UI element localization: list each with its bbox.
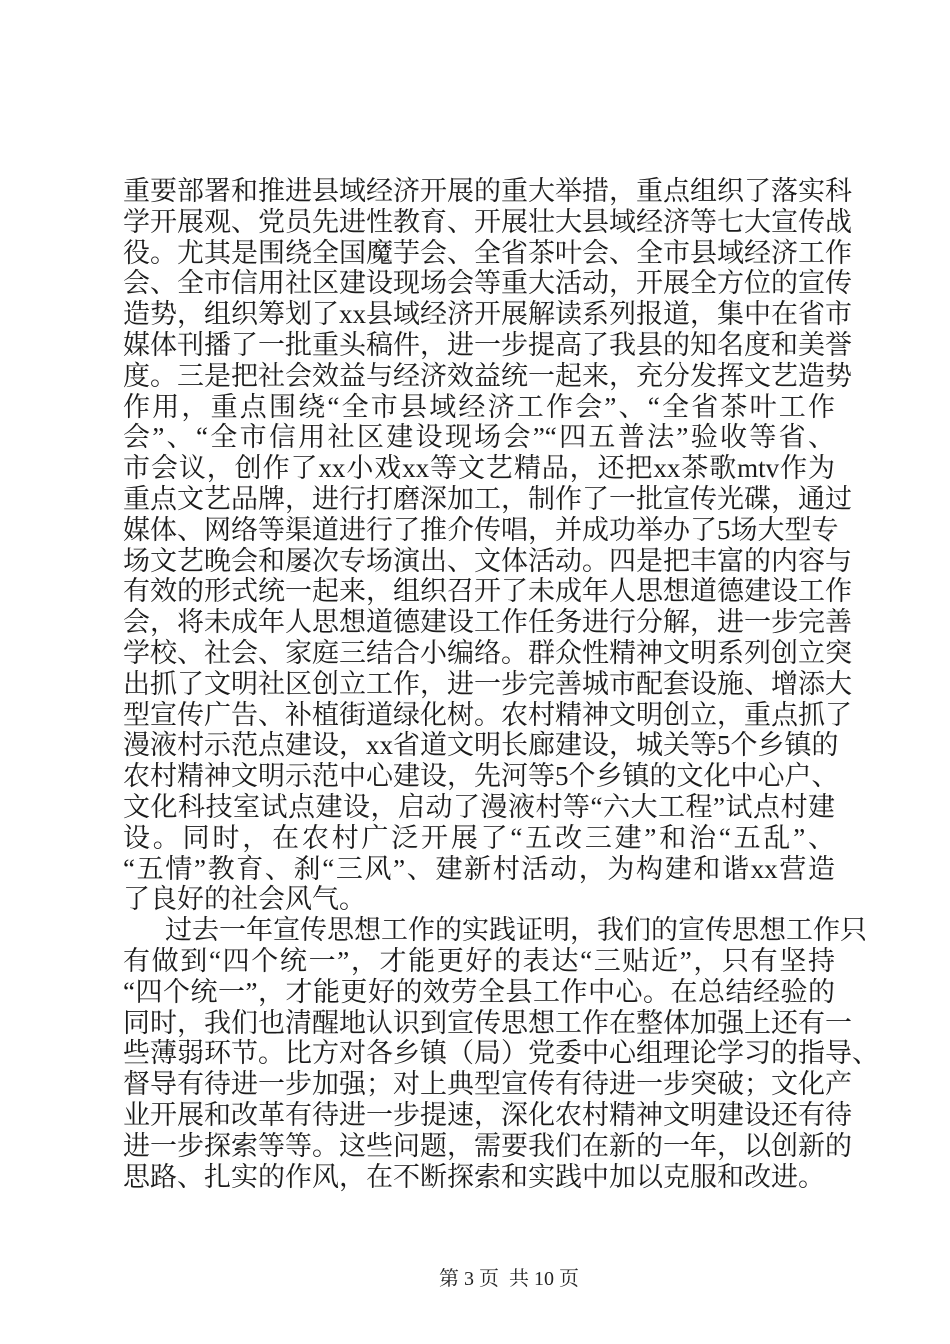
text-line: 了良好的社会风气。: [123, 884, 366, 915]
document-body: [123, 176, 879, 1192]
text-line: 会，将未成年人思想道德建设工作任务进行分解，进一步完善: [123, 607, 852, 638]
text-line: 思路、扎实的作风，在不断探索和实践中加以克服和改进。: [123, 1161, 825, 1192]
text-line: 同时，我们也清醒地认识到宣传思想工作在整体加强上还有一: [123, 1007, 852, 1038]
text-line: 督导有待进一步加强；对上典型宣传有待进一步突破；文化产: [123, 1069, 852, 1100]
text-line: 文化科技室试点建设，启动了漫液村等“六大工程”试点村建: [123, 791, 835, 822]
page-number-text: 第 3 页 共 10 页: [439, 1268, 579, 1290]
text-line: 漫液村示范点建设，xx省道文明长廊建设，城关等5个乡镇的: [123, 730, 839, 761]
text-line: 学开展观、党员先进性教育、开展壮大县域经济等七大宣传战: [123, 206, 852, 237]
text-line: 场文艺晚会和屡次专场演出、文体活动。四是把丰富的内容与: [123, 545, 852, 576]
text-line: “四个统一”，才能更好的效劳全县工作中心。在总结经验的: [123, 976, 835, 1007]
text-line: 出抓了文明社区创立工作，进一步完善城市配套设施、增添大: [123, 668, 852, 699]
text-line: 度。三是把社会效益与经济效益统一起来，充分发挥文艺造势: [123, 360, 852, 391]
text-line: 作用，重点围绕“全市县域经济工作会”、“全省茶叶工作: [123, 391, 835, 422]
text-line: 会”、“全市信用社区建设现场会”“四五普法”验收等省、: [123, 422, 835, 453]
text-line: 媒体刊播了一批重头稿件，进一步提高了我县的知名度和美誉: [123, 329, 852, 360]
text-line: 设。同时，在农村广泛开展了“五改三建”和治“五乱”、: [123, 822, 835, 853]
text-line: 进一步探索等等。这些问题，需要我们在新的一年，以创新的: [123, 1130, 852, 1161]
page-footer: [48, 1240, 950, 1318]
text-line: 有做到“四个统一”，才能更好的表达“三贴近”，只有坚持: [123, 945, 835, 976]
text-line: 业开展和改革有待进一步提速，深化农村精神文明建设还有待: [123, 1099, 852, 1130]
text-line: 市会议，创作了xx小戏xx等文艺精品，还把xx茶歌mtv作为: [123, 453, 835, 484]
text-line: 型宣传广告、补植街道绿化树。农村精神文明创立，重点抓了: [123, 699, 852, 730]
text-line: 媒体、网络等渠道进行了推介传唱，并成功举办了5场大型专: [123, 514, 839, 545]
text-line: “五情”教育、刹“三风”、建新村活动，为构建和谐xx营造: [123, 853, 835, 884]
text-line: 学校、社会、家庭三结合小编络。群众性精神文明系列创立突: [123, 637, 852, 668]
text-line: 役。尤其是围绕全国魔芋会、全省茶叶会、全市县域经济工作: [123, 237, 852, 268]
text-line: 造势，组织筹划了xx县域经济开展解读系列报道，集中在省市: [123, 299, 852, 330]
text-line: 农村精神文明示范中心建设，先河等5个乡镇的文化中心户、: [123, 761, 839, 792]
text-line: 重点文艺品牌，进行打磨深加工，制作了一批宣传光碟，通过: [123, 483, 852, 514]
text-line: 会、全市信用社区建设现场会等重大活动，开展全方位的宣传: [123, 268, 852, 299]
text-line: 重要部署和推进县域经济开展的重大举措，重点组织了落实科: [123, 176, 852, 206]
text-line: 有效的形式统一起来，组织召开了未成年人思想道德建设工作: [123, 576, 852, 607]
text-line: 过去一年宣传思想工作的实践证明，我们的宣传思想工作只: [165, 915, 867, 946]
text-line: 些薄弱环节。比方对各乡镇（局）党委中心组理论学习的指导、: [123, 1038, 879, 1069]
